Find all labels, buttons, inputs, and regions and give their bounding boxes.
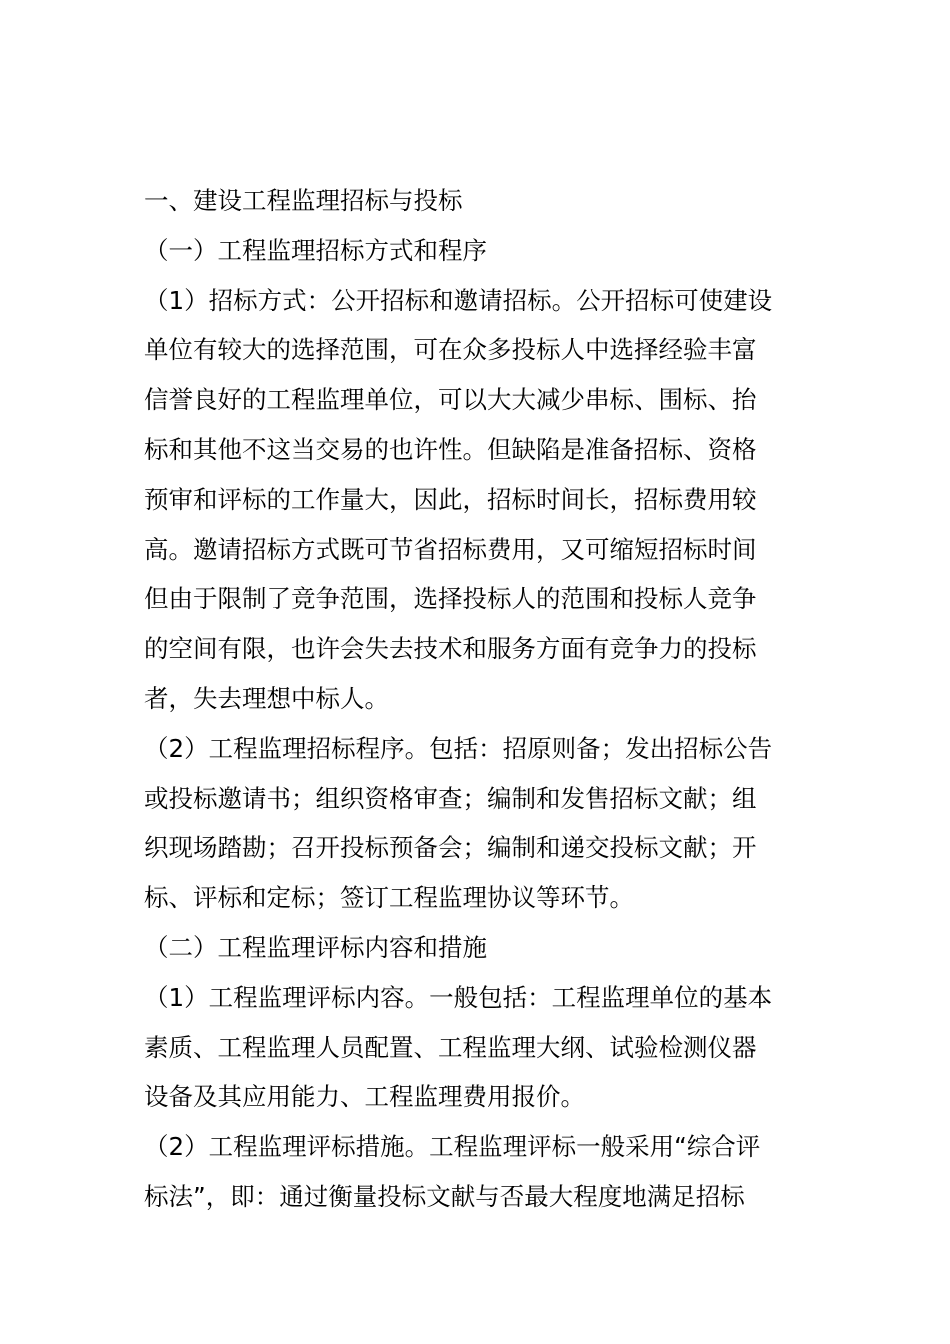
paragraph-line: 标法”，即：通过衡量投标文献与否最大程度地满足招标 (144, 1181, 745, 1211)
paragraph-line: 或投标邀请书；组织资格审查；编制和发售招标文献；组 (144, 783, 757, 813)
subsection-heading: （一）工程监理招标方式和程序 (144, 235, 487, 265)
paragraph-line: 预审和评标的工作量大，因此，招标时间长，招标费用较 (144, 484, 757, 514)
paragraph-line: （2）工程监理评标措施。工程监理评标一般采用“综合评 (144, 1132, 761, 1162)
subsection-heading: （二）工程监理评标内容和措施 (144, 932, 487, 962)
paragraph-line: （1）工程监理评标内容。一般包括：工程监理单位的基本 (144, 982, 773, 1012)
paragraph-line: 标、评标和定标；签订工程监理协议等环节。 (144, 883, 634, 913)
paragraph-line: 标和其他不这当交易的也许性。但缺陷是准备招标、资格 (144, 434, 757, 464)
paragraph-line: 的空间有限，也许会失去技术和服务方面有竞争力的投标 (144, 634, 757, 664)
paragraph-line: 者，失去理想中标人。 (144, 683, 389, 713)
paragraph-line: （2）工程监理招标程序。包括：招原则备；发出招标公告 (144, 733, 773, 763)
document-body (144, 176, 808, 1222)
paragraph-line: 但由于限制了竞争范围，选择投标人的范围和投标人竞争 (144, 584, 757, 614)
paragraph-line: （1）招标方式：公开招标和邀请招标。公开招标可使建设 (144, 285, 773, 315)
paragraph-line: 单位有较大的选择范围，可在众多投标人中选择经验丰富 (144, 335, 757, 365)
section-heading: 一、建设工程监理招标与投标 (144, 186, 463, 215)
paragraph-line: 织现场踏勘；召开投标预备会；编制和递交投标文献；开 (144, 833, 757, 863)
paragraph-line: 高。邀请招标方式既可节省招标费用，又可缩短招标时间 (144, 534, 757, 564)
paragraph-line: 信誉良好的工程监理单位，可以大大减少串标、围标、抬 (144, 385, 757, 415)
paragraph-line: 素质、工程监理人员配置、工程监理大纲、试验检测仪器 (144, 1032, 757, 1062)
paragraph-line: 设备及其应用能力、工程监理费用报价。 (144, 1082, 585, 1112)
